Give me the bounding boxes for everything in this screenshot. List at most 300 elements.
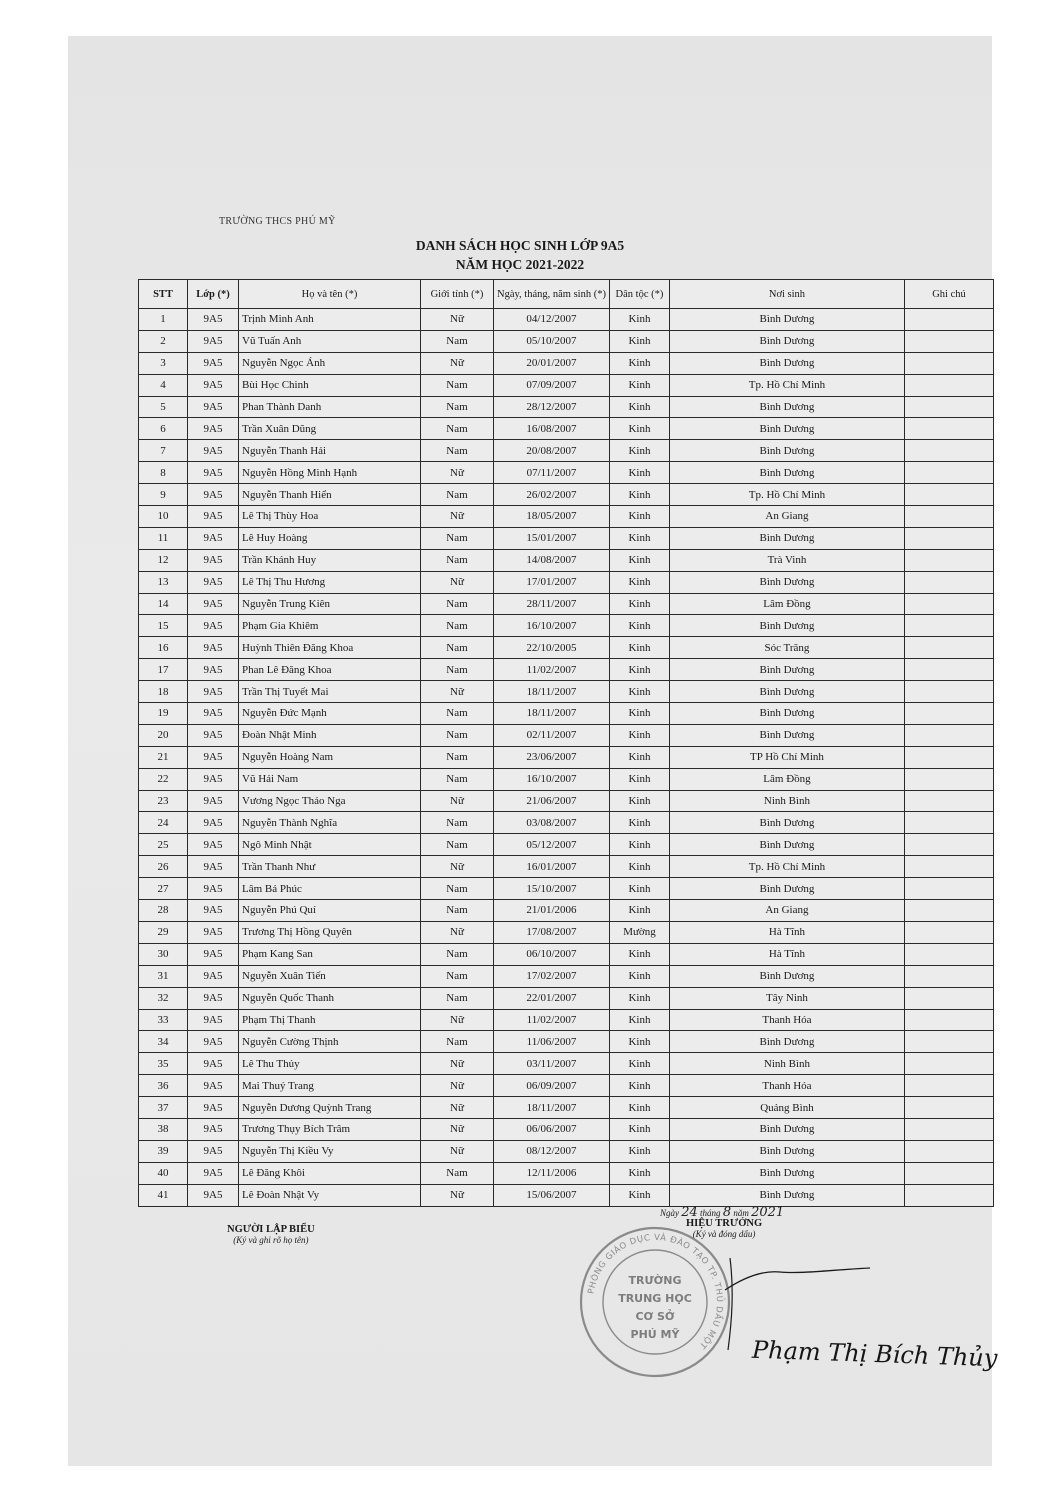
cell-note [904, 1009, 993, 1031]
table-row [139, 900, 994, 922]
cell-sex: Nam [421, 746, 494, 768]
cell-stt: 7 [139, 440, 188, 462]
header-stt: STT [139, 280, 188, 309]
header-class: Lớp (*) [188, 280, 239, 309]
cell-note [904, 943, 993, 965]
cell-note [904, 856, 993, 878]
table-row [139, 703, 994, 725]
cell-dob: 22/10/2005 [494, 637, 610, 659]
cell-dob: 06/06/2007 [494, 1118, 610, 1140]
cell-ethnicity: Kinh [609, 1140, 669, 1162]
cell-sex: Nam [421, 834, 494, 856]
cell-class: 9A5 [188, 1031, 239, 1053]
cell-dob: 26/02/2007 [494, 484, 610, 506]
cell-note [904, 724, 993, 746]
cell-dob: 15/01/2007 [494, 527, 610, 549]
cell-stt: 20 [139, 724, 188, 746]
stamp-ring-text: PHÒNG GIÁO DỤC VÀ ĐÀO TẠO TP. THỦ DẦU MỘT [586, 1232, 725, 1351]
cell-name: Lâm Bá Phúc [239, 878, 421, 900]
cell-name: Lê Huy Hoàng [239, 527, 421, 549]
cell-stt: 10 [139, 506, 188, 528]
cell-birthplace: Quảng Bình [669, 1097, 904, 1119]
table-row [139, 1184, 994, 1206]
cell-stt: 29 [139, 921, 188, 943]
cell-note [904, 637, 993, 659]
cell-note [904, 900, 993, 922]
cell-birthplace: Lâm Đồng [669, 593, 904, 615]
table-row [139, 681, 994, 703]
cell-class: 9A5 [188, 1009, 239, 1031]
cell-note [904, 506, 993, 528]
cell-class: 9A5 [188, 571, 239, 593]
cell-ethnicity: Kinh [609, 418, 669, 440]
cell-sex: Nam [421, 943, 494, 965]
cell-stt: 3 [139, 352, 188, 374]
cell-note [904, 790, 993, 812]
cell-dob: 16/08/2007 [494, 418, 610, 440]
cell-class: 9A5 [188, 987, 239, 1009]
cell-ethnicity: Kinh [609, 527, 669, 549]
cell-stt: 33 [139, 1009, 188, 1031]
preparer-note: (Ký và ghi rõ họ tên) [233, 1235, 309, 1245]
cell-ethnicity: Kinh [609, 462, 669, 484]
cell-name: Nguyễn Xuân Tiến [239, 965, 421, 987]
cell-dob: 03/08/2007 [494, 812, 610, 834]
cell-stt: 22 [139, 768, 188, 790]
cell-birthplace: Bình Dương [669, 1184, 904, 1206]
cell-dob: 18/11/2007 [494, 681, 610, 703]
cell-name: Trần Khánh Huy [239, 549, 421, 571]
header-name: Họ và tên (*) [239, 280, 421, 309]
cell-birthplace: Bình Dương [669, 834, 904, 856]
cell-dob: 18/05/2007 [494, 506, 610, 528]
table-row [139, 309, 994, 331]
table-row [139, 659, 994, 681]
cell-stt: 11 [139, 527, 188, 549]
cell-stt: 27 [139, 878, 188, 900]
cell-ethnicity: Kinh [609, 768, 669, 790]
cell-class: 9A5 [188, 593, 239, 615]
cell-class: 9A5 [188, 1184, 239, 1206]
cell-dob: 04/12/2007 [494, 309, 610, 331]
cell-note [904, 374, 993, 396]
cell-birthplace: Ninh Bình [669, 1053, 904, 1075]
principal-signature-name: Phạm Thị Bích Thủy [751, 1335, 998, 1373]
cell-dob: 12/11/2006 [494, 1162, 610, 1184]
table-row [139, 1053, 994, 1075]
cell-class: 9A5 [188, 768, 239, 790]
table-row [139, 440, 994, 462]
cell-sex: Nữ [421, 1075, 494, 1097]
cell-class: 9A5 [188, 921, 239, 943]
cell-stt: 1 [139, 309, 188, 331]
cell-class: 9A5 [188, 352, 239, 374]
cell-name: Trương Thụy Bích Trâm [239, 1118, 421, 1140]
date-prefix: Ngày [660, 1208, 679, 1218]
table-row [139, 549, 994, 571]
cell-ethnicity: Kinh [609, 309, 669, 331]
cell-note [904, 440, 993, 462]
cell-stt: 4 [139, 374, 188, 396]
table-row [139, 1075, 994, 1097]
cell-name: Trịnh Minh Anh [239, 309, 421, 331]
cell-dob: 06/10/2007 [494, 943, 610, 965]
cell-dob: 18/11/2007 [494, 1097, 610, 1119]
cell-birthplace: TP Hồ Chí Minh [669, 746, 904, 768]
cell-class: 9A5 [188, 1075, 239, 1097]
header-ethnicity: Dân tộc (*) [609, 280, 669, 309]
table-row [139, 1009, 994, 1031]
cell-name: Huỳnh Thiên Đăng Khoa [239, 637, 421, 659]
cell-dob: 03/11/2007 [494, 1053, 610, 1075]
principal-note: (Ký và đóng dấu) [692, 1229, 756, 1239]
table-row [139, 462, 994, 484]
cell-class: 9A5 [188, 1162, 239, 1184]
cell-class: 9A5 [188, 1118, 239, 1140]
cell-birthplace: Bình Dương [669, 1031, 904, 1053]
cell-birthplace: Hà Tĩnh [669, 943, 904, 965]
cell-class: 9A5 [188, 1140, 239, 1162]
cell-name: Vũ Tuấn Anh [239, 330, 421, 352]
cell-name: Vương Ngọc Thảo Nga [239, 790, 421, 812]
table-row [139, 834, 994, 856]
student-table [138, 279, 994, 1207]
cell-name: Lê Đăng Khôi [239, 1162, 421, 1184]
cell-ethnicity: Kinh [609, 1097, 669, 1119]
cell-class: 9A5 [188, 549, 239, 571]
cell-ethnicity: Kinh [609, 1184, 669, 1206]
cell-note [904, 462, 993, 484]
cell-sex: Nam [421, 900, 494, 922]
cell-stt: 2 [139, 330, 188, 352]
cell-name: Phan Thành Danh [239, 396, 421, 418]
cell-sex: Nam [421, 418, 494, 440]
cell-class: 9A5 [188, 659, 239, 681]
cell-stt: 35 [139, 1053, 188, 1075]
cell-birthplace: Lâm Đồng [669, 768, 904, 790]
cell-note [904, 484, 993, 506]
cell-name: Phạm Thị Thanh [239, 1009, 421, 1031]
cell-dob: 14/08/2007 [494, 549, 610, 571]
cell-stt: 19 [139, 703, 188, 725]
cell-birthplace: Bình Dương [669, 659, 904, 681]
table-row [139, 724, 994, 746]
cell-note [904, 1140, 993, 1162]
cell-note [904, 1118, 993, 1140]
cell-stt: 37 [139, 1097, 188, 1119]
cell-dob: 17/01/2007 [494, 571, 610, 593]
cell-sex: Nam [421, 1162, 494, 1184]
table-row [139, 987, 994, 1009]
cell-note [904, 1031, 993, 1053]
stamp-line-4: PHÚ MỸ [630, 1328, 680, 1341]
cell-dob: 28/11/2007 [494, 593, 610, 615]
cell-note [904, 987, 993, 1009]
cell-sex: Nữ [421, 462, 494, 484]
cell-ethnicity: Kinh [609, 593, 669, 615]
cell-birthplace: Tp. Hồ Chí Minh [669, 484, 904, 506]
cell-class: 9A5 [188, 834, 239, 856]
table-row [139, 374, 994, 396]
document-title: DANH SÁCH HỌC SINH LỚP 9A5 [415, 238, 625, 253]
cell-ethnicity: Kinh [609, 637, 669, 659]
cell-birthplace: Bình Dương [669, 440, 904, 462]
cell-name: Nguyễn Thành Nghĩa [239, 812, 421, 834]
cell-ethnicity: Kinh [609, 943, 669, 965]
cell-birthplace: Bình Dương [669, 352, 904, 374]
cell-ethnicity: Kinh [609, 878, 669, 900]
cell-stt: 16 [139, 637, 188, 659]
cell-birthplace: Ninh Bình [669, 790, 904, 812]
header-dob: Ngày, tháng, năm sinh (*) [494, 280, 610, 309]
cell-sex: Nam [421, 396, 494, 418]
cell-ethnicity: Kinh [609, 790, 669, 812]
cell-note [904, 527, 993, 549]
cell-note [904, 834, 993, 856]
cell-birthplace: Tp. Hồ Chí Minh [669, 856, 904, 878]
cell-sex: Nữ [421, 1053, 494, 1075]
cell-note [904, 309, 993, 331]
cell-ethnicity: Kinh [609, 812, 669, 834]
cell-name: Phan Lê Đăng Khoa [239, 659, 421, 681]
cell-ethnicity: Kinh [609, 374, 669, 396]
cell-dob: 05/12/2007 [494, 834, 610, 856]
cell-sex: Nữ [421, 921, 494, 943]
cell-class: 9A5 [188, 484, 239, 506]
date-year: 2021 [751, 1205, 785, 1220]
cell-name: Nguyễn Cường Thịnh [239, 1031, 421, 1053]
cell-stt: 36 [139, 1075, 188, 1097]
cell-dob: 08/12/2007 [494, 1140, 610, 1162]
cell-sex: Nam [421, 724, 494, 746]
cell-birthplace: Thanh Hóa [669, 1075, 904, 1097]
cell-name: Trương Thị Hồng Quyên [239, 921, 421, 943]
cell-name: Nguyễn Dương Quỳnh Trang [239, 1097, 421, 1119]
cell-stt: 40 [139, 1162, 188, 1184]
preparer-block [227, 1224, 315, 1245]
table-row [139, 615, 994, 637]
cell-name: Nguyễn Phú Quí [239, 900, 421, 922]
cell-sex: Nữ [421, 352, 494, 374]
cell-ethnicity: Kinh [609, 900, 669, 922]
cell-note [904, 768, 993, 790]
cell-sex: Nam [421, 703, 494, 725]
cell-ethnicity: Kinh [609, 724, 669, 746]
table-row [139, 943, 994, 965]
cell-class: 9A5 [188, 506, 239, 528]
cell-sex: Nam [421, 440, 494, 462]
cell-note [904, 921, 993, 943]
cell-dob: 15/06/2007 [494, 1184, 610, 1206]
cell-dob: 17/08/2007 [494, 921, 610, 943]
table-row [139, 637, 994, 659]
cell-ethnicity: Kinh [609, 352, 669, 374]
cell-class: 9A5 [188, 900, 239, 922]
cell-sex: Nam [421, 1031, 494, 1053]
table-row [139, 593, 994, 615]
cell-birthplace: Bình Dương [669, 812, 904, 834]
cell-note [904, 746, 993, 768]
date-year-word: năm [733, 1208, 749, 1218]
cell-class: 9A5 [188, 1053, 239, 1075]
cell-sex: Nam [421, 593, 494, 615]
cell-note [904, 1053, 993, 1075]
cell-dob: 02/11/2007 [494, 724, 610, 746]
cell-dob: 21/06/2007 [494, 790, 610, 812]
cell-name: Vũ Hải Nam [239, 768, 421, 790]
header-birthplace: Nơi sinh [669, 280, 904, 309]
cell-name: Lê Thị Thu Hương [239, 571, 421, 593]
cell-sex: Nữ [421, 506, 494, 528]
cell-note [904, 1097, 993, 1119]
cell-sex: Nam [421, 768, 494, 790]
cell-name: Nguyễn Thanh Hải [239, 440, 421, 462]
cell-class: 9A5 [188, 615, 239, 637]
cell-dob: 20/08/2007 [494, 440, 610, 462]
cell-note [904, 615, 993, 637]
cell-stt: 24 [139, 812, 188, 834]
cell-ethnicity: Mường [609, 921, 669, 943]
cell-sex: Nữ [421, 571, 494, 593]
cell-dob: 11/06/2007 [494, 1031, 610, 1053]
cell-note [904, 418, 993, 440]
cell-birthplace: An Giang [669, 506, 904, 528]
cell-stt: 23 [139, 790, 188, 812]
cell-stt: 34 [139, 1031, 188, 1053]
cell-ethnicity: Kinh [609, 440, 669, 462]
date-month-word: tháng [700, 1208, 721, 1218]
cell-name: Nguyễn Hồng Minh Hạnh [239, 462, 421, 484]
cell-stt: 41 [139, 1184, 188, 1206]
cell-ethnicity: Kinh [609, 987, 669, 1009]
cell-sex: Nam [421, 878, 494, 900]
cell-birthplace: Bình Dương [669, 1118, 904, 1140]
cell-stt: 38 [139, 1118, 188, 1140]
cell-stt: 17 [139, 659, 188, 681]
cell-note [904, 1184, 993, 1206]
cell-ethnicity: Kinh [609, 1031, 669, 1053]
cell-class: 9A5 [188, 943, 239, 965]
cell-birthplace: Bình Dương [669, 462, 904, 484]
cell-birthplace: Trà Vinh [669, 549, 904, 571]
table-row [139, 330, 994, 352]
cell-class: 9A5 [188, 418, 239, 440]
cell-sex: Nam [421, 637, 494, 659]
cell-ethnicity: Kinh [609, 1162, 669, 1184]
cell-note [904, 965, 993, 987]
table-row [139, 418, 994, 440]
table-row [139, 1097, 994, 1119]
header-note: Ghi chú [904, 280, 993, 309]
cell-name: Nguyễn Quốc Thanh [239, 987, 421, 1009]
cell-birthplace: Bình Dương [669, 615, 904, 637]
cell-note [904, 681, 993, 703]
cell-sex: Nam [421, 812, 494, 834]
cell-birthplace: Bình Dương [669, 724, 904, 746]
cell-ethnicity: Kinh [609, 396, 669, 418]
table-row [139, 1031, 994, 1053]
cell-class: 9A5 [188, 396, 239, 418]
cell-sex: Nam [421, 659, 494, 681]
cell-class: 9A5 [188, 812, 239, 834]
cell-birthplace: Bình Dương [669, 1140, 904, 1162]
cell-class: 9A5 [188, 856, 239, 878]
school-year: NĂM HỌC 2021-2022 [455, 257, 585, 272]
cell-name: Nguyễn Ngọc Ánh [239, 352, 421, 374]
cell-class: 9A5 [188, 374, 239, 396]
cell-ethnicity: Kinh [609, 615, 669, 637]
cell-dob: 20/01/2007 [494, 352, 610, 374]
cell-name: Bùi Học Chinh [239, 374, 421, 396]
cell-birthplace: Hà Tĩnh [669, 921, 904, 943]
cell-class: 9A5 [188, 527, 239, 549]
cell-sex: Nữ [421, 1009, 494, 1031]
cell-stt: 15 [139, 615, 188, 637]
cell-birthplace: Bình Dương [669, 309, 904, 331]
cell-birthplace: Bình Dương [669, 527, 904, 549]
table-row [139, 1162, 994, 1184]
cell-birthplace: Sóc Trăng [669, 637, 904, 659]
cell-name: Phạm Kang San [239, 943, 421, 965]
cell-name: Trần Thanh Như [239, 856, 421, 878]
cell-ethnicity: Kinh [609, 703, 669, 725]
cell-name: Nguyễn Trung Kiên [239, 593, 421, 615]
cell-stt: 12 [139, 549, 188, 571]
cell-sex: Nữ [421, 309, 494, 331]
cell-class: 9A5 [188, 878, 239, 900]
cell-birthplace: Bình Dương [669, 681, 904, 703]
school-stamp [575, 1222, 735, 1382]
table-row [139, 571, 994, 593]
table-row [139, 527, 994, 549]
cell-ethnicity: Kinh [609, 856, 669, 878]
cell-name: Trần Xuân Dũng [239, 418, 421, 440]
cell-class: 9A5 [188, 681, 239, 703]
cell-birthplace: Bình Dương [669, 418, 904, 440]
cell-dob: 11/02/2007 [494, 659, 610, 681]
cell-ethnicity: Kinh [609, 1118, 669, 1140]
cell-stt: 21 [139, 746, 188, 768]
cell-stt: 18 [139, 681, 188, 703]
cell-birthplace: Bình Dương [669, 571, 904, 593]
cell-class: 9A5 [188, 703, 239, 725]
table-row [139, 1140, 994, 1162]
cell-note [904, 878, 993, 900]
cell-dob: 16/10/2007 [494, 768, 610, 790]
cell-birthplace: Bình Dương [669, 330, 904, 352]
cell-birthplace: Bình Dương [669, 1162, 904, 1184]
cell-stt: 14 [139, 593, 188, 615]
table-row [139, 506, 994, 528]
preparer-title: NGƯỜI LẬP BIỂU [227, 1224, 315, 1235]
cell-sex: Nữ [421, 1118, 494, 1140]
cell-sex: Nữ [421, 1097, 494, 1119]
cell-ethnicity: Kinh [609, 330, 669, 352]
cell-name: Lê Đoàn Nhật Vy [239, 1184, 421, 1206]
date-month: 8 [722, 1205, 732, 1220]
cell-sex: Nam [421, 965, 494, 987]
cell-stt: 6 [139, 418, 188, 440]
cell-birthplace: Bình Dương [669, 965, 904, 987]
cell-stt: 8 [139, 462, 188, 484]
cell-sex: Nam [421, 330, 494, 352]
cell-name: Mai Thuý Trang [239, 1075, 421, 1097]
cell-ethnicity: Kinh [609, 1053, 669, 1075]
cell-class: 9A5 [188, 637, 239, 659]
cell-note [904, 396, 993, 418]
cell-name: Phạm Gia Khiêm [239, 615, 421, 637]
cell-dob: 28/12/2007 [494, 396, 610, 418]
